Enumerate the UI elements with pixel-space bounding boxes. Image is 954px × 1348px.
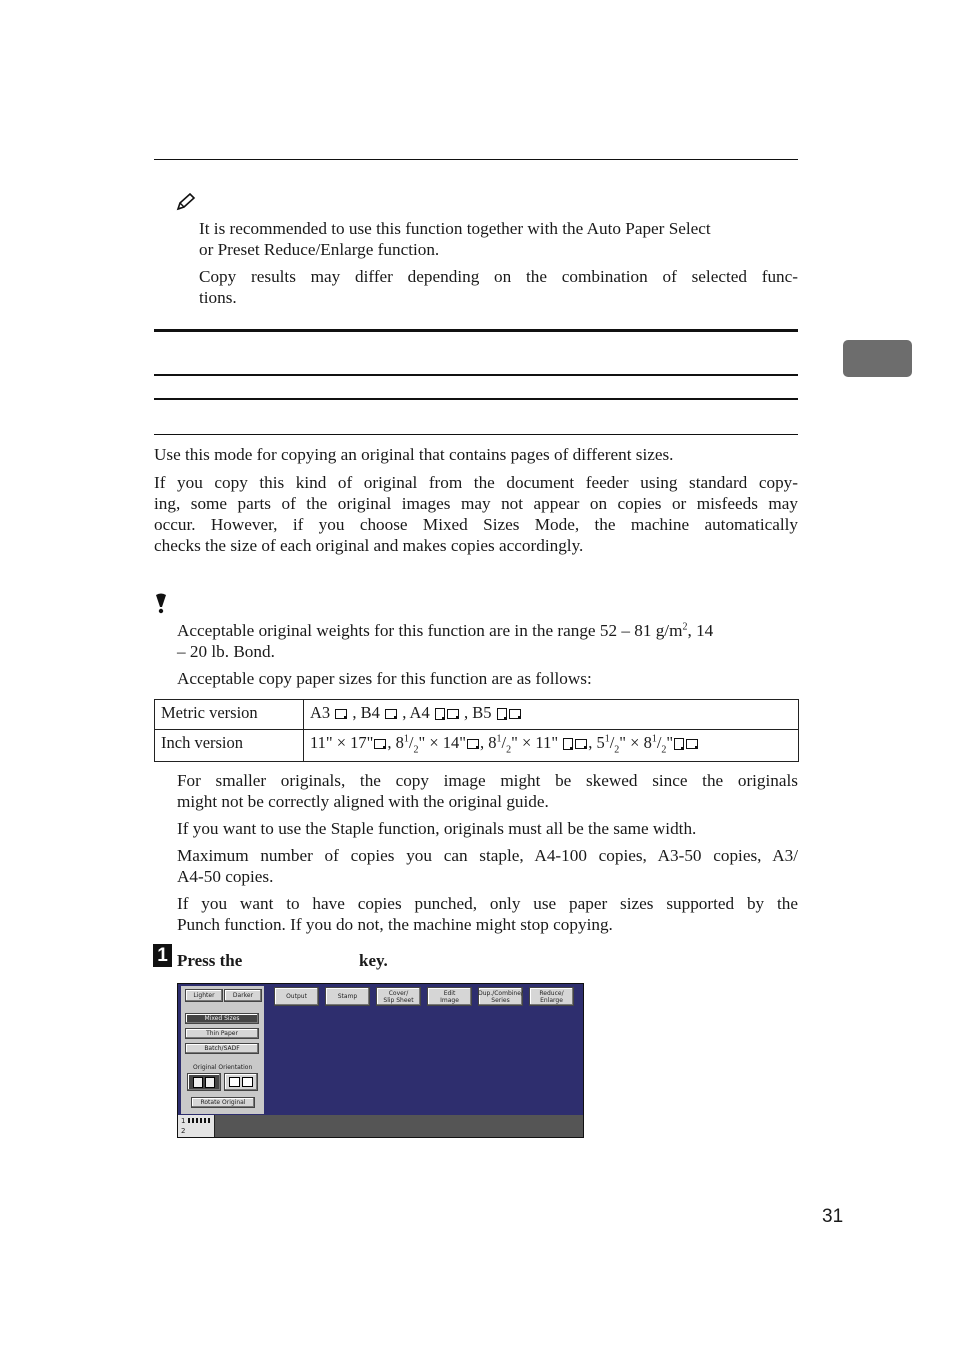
original-orientation-label: Original Orientation [193, 1064, 253, 1071]
landscape-orientation-icon [374, 739, 386, 749]
edit-image-button[interactable]: Edit Image [427, 987, 472, 1006]
table-row [155, 700, 799, 730]
cover-slip-sheet-button[interactable]: Cover/ Slip Sheet [376, 987, 421, 1006]
top-rule [154, 159, 798, 160]
lighter-button[interactable]: Lighter [185, 989, 223, 1002]
output-button[interactable]: Output [274, 987, 319, 1006]
section-rule-2 [154, 374, 798, 376]
counter-ticks [188, 1118, 210, 1123]
control-panel-screen [177, 983, 584, 1138]
page-number: 31 [822, 1206, 844, 1227]
landscape-orientation-icon [575, 739, 587, 749]
rotate-original-button[interactable]: Rotate Original [191, 1097, 255, 1108]
section-rule-thick [154, 329, 798, 332]
intro-paragraph-1: Use this mode for copying an original that contains pages of different sizes. [154, 445, 674, 464]
inch-sizes: 11" × 17" , $8^1/_2$" × 14" , $8^1/_2$" × 11" , $5^1/_2$" × $8^1/_2$" [304, 730, 799, 762]
portrait-orientation-icon [497, 708, 507, 720]
important-item-staple: If you want to use the Staple function, originals must all be the same width. [177, 819, 697, 838]
important-item-weights: Acceptable original weights for this function are in the range 52 – 81 $g/m^2$, 14 – 20 lb. Bond. [177, 621, 714, 661]
orientation-option-1[interactable] [187, 1073, 221, 1091]
landscape-orientation-icon [509, 709, 521, 719]
paper-sizes-table [154, 699, 799, 762]
reduce-enlarge-button[interactable]: Reduce/ Enlarge [529, 987, 574, 1006]
dup-combine-series-button[interactable]: Dup./Combine/ Series [478, 987, 523, 1006]
table-row [155, 730, 799, 762]
mixed-sizes-button[interactable]: Mixed Sizes [185, 1013, 259, 1024]
metric-sizes: A3 , B4 , A4 , B5 [304, 700, 799, 730]
section-rule-4 [154, 434, 798, 435]
batch-sadf-button[interactable]: Batch/SADF [185, 1043, 259, 1054]
step-number: 1 [153, 944, 172, 967]
note-pencil-icon [176, 193, 196, 211]
important-item-punch: If you want to have copies punched, only use paper sizes supported by the Punch function. If you do not, the machine might stop copying. [177, 894, 798, 934]
landscape-orientation-icon [385, 709, 397, 719]
stamp-button[interactable]: Stamp [325, 987, 370, 1006]
panel-status-bar [178, 1115, 583, 1137]
inch-label: Inch version [155, 730, 304, 762]
darker-button[interactable]: Darker [224, 989, 262, 1002]
landscape-orientation-icon [467, 739, 479, 749]
copy-counter: 1 2 [178, 1115, 215, 1137]
intro-paragraph-2: If you copy this kind of original from the document feeder using standard copy- ing, some parts of the original images may not appear on copies or misfeeds may occur. However, if you choose Mixed Sizes Mode, the machine automatically checks the size of each original and makes copies accordingly. [154, 473, 798, 555]
panel-left-column [181, 986, 264, 1114]
landscape-orientation-icon [686, 739, 698, 749]
orientation-option-2[interactable] [224, 1073, 258, 1091]
important-item-smaller-originals: For smaller originals, the copy image might be skewed since the originals might not be correctly aligned with the original guide. [177, 771, 798, 811]
section-rule-3 [154, 398, 798, 400]
important-item-max-copies: Maximum number of copies you can staple, A4-100 copies, A3-50 copies, A3/ A4-50 copies. [177, 846, 798, 886]
note-item-1: It is recommended to use this function together with the Auto Paper Select or Preset Reduce/Enlarge function. [199, 219, 711, 259]
step-text-end: key. [359, 951, 388, 970]
landscape-orientation-icon [335, 709, 347, 719]
note-item-2: Copy results may differ depending on the combination of selected func- tions. [199, 267, 798, 307]
portrait-orientation-icon [435, 708, 445, 720]
metric-label: Metric version [155, 700, 304, 730]
step-text-start: Press the [177, 951, 243, 970]
important-icon [153, 593, 169, 614]
thin-paper-button[interactable]: Thin Paper [185, 1028, 259, 1039]
portrait-orientation-icon [674, 738, 684, 750]
landscape-orientation-icon [447, 709, 459, 719]
portrait-orientation-icon [563, 738, 573, 750]
important-item-sizes: Acceptable copy paper sizes for this function are as follows: [177, 669, 592, 688]
chapter-tab-marker [843, 340, 912, 377]
